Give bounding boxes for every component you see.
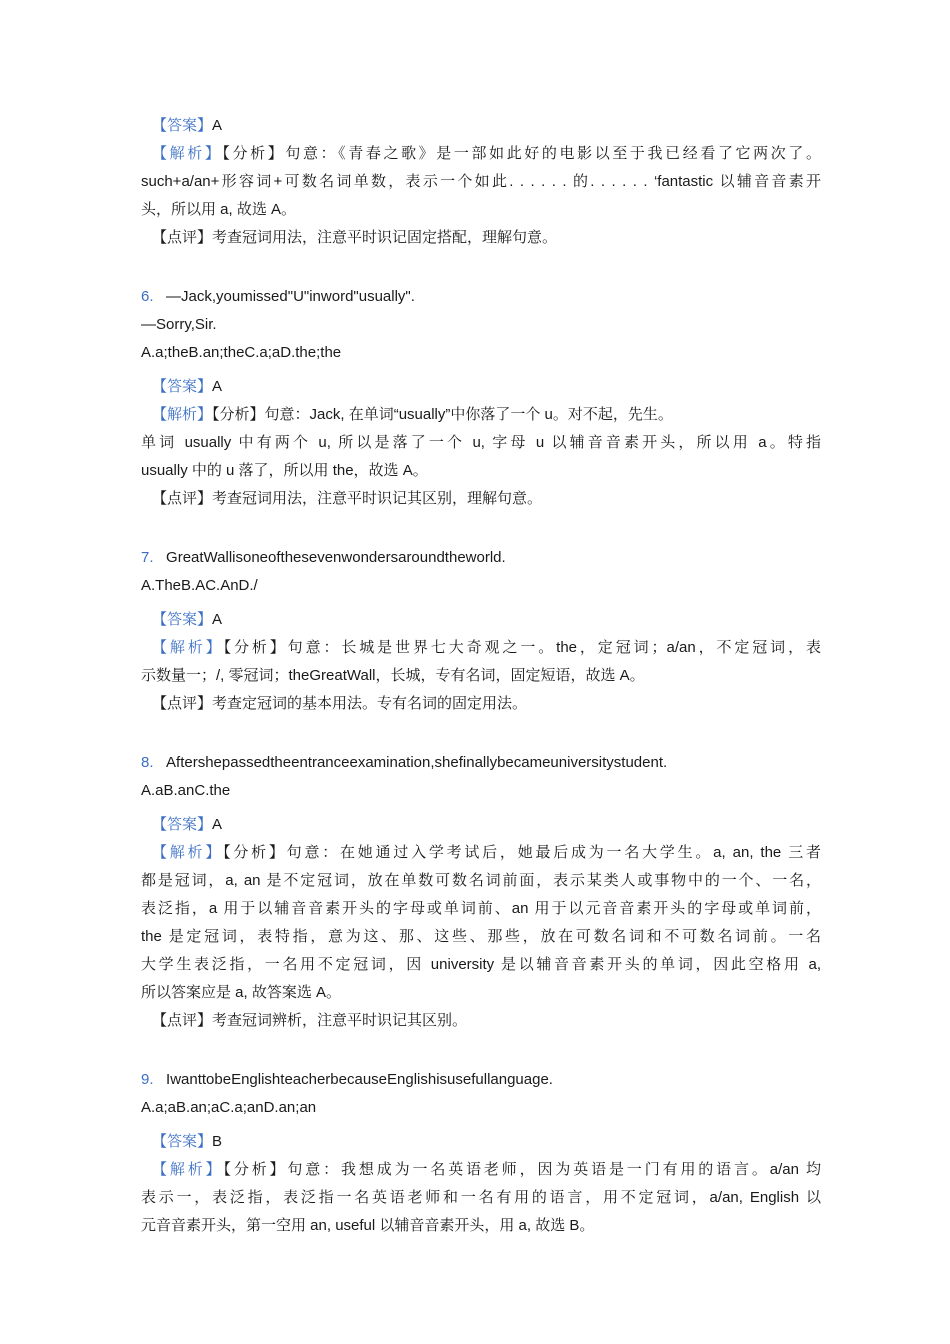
analysis-line-8-2: 都是冠词，a, an 是不定冠词，放在单数可数名词前面，表示某类人或事物中的一个、一名， bbox=[141, 872, 821, 889]
analysis-line-8-6: 所以答案应是 a, 故答案选 A。 bbox=[141, 984, 342, 1001]
analysis-line-8-4: the 是定冠词，表特指，意为这、那、这些、那些，放在可数名词和不可数名词前。一名 bbox=[141, 928, 821, 945]
analysis-line-9-1 bbox=[141, 1156, 821, 1184]
answer-value: A bbox=[212, 611, 223, 628]
answer-label: 【答案】 bbox=[152, 1133, 213, 1150]
analysis-label: 【解析】 bbox=[152, 406, 213, 423]
question-text: GreatWallisoneofthesevenwondersaroundtheworld. bbox=[166, 549, 506, 566]
question-9-stem bbox=[141, 1066, 821, 1094]
answer-label: 【答案】 bbox=[152, 378, 213, 395]
question-7-stem bbox=[141, 544, 821, 572]
comment-line-6: 【点评】考查冠词用法，注意平时识记其区别，理解句意。 bbox=[152, 490, 543, 507]
analysis-text: 【分析】句意：在她通过入学考试后，她最后成为一名大学生。a, an, the 三者 bbox=[223, 844, 821, 861]
answer-label: 【答案】 bbox=[152, 117, 213, 134]
answer-label: 【答案】 bbox=[152, 816, 213, 833]
analysis-text: 【分析】句意：Jack, 在单词“usually”中你落了一个 u。对不起，先生。 bbox=[212, 406, 673, 423]
analysis-line-9-2: 表示一，表泛指，表泛指一名英语老师和一名有用的语言，用不定冠词，a/an, English 以 bbox=[141, 1189, 821, 1206]
question-7-options: A.TheB.AC.AnD./ bbox=[141, 577, 258, 594]
comment-line-7: 【点评】考查定冠词的基本用法。专有名词的固定用法。 bbox=[152, 695, 528, 712]
document-page bbox=[141, 112, 821, 1240]
question-number: 9. bbox=[141, 1071, 154, 1088]
answer-line-7 bbox=[141, 606, 821, 634]
answer-value: A bbox=[212, 378, 223, 395]
answer-line-5 bbox=[141, 112, 821, 140]
analysis-line-6-2: 单词 usually 中有两个 u, 所以是落了一个 u, 字母 u 以辅音音素开头，所以用 a。特指 bbox=[141, 434, 821, 451]
comment-line-8: 【点评】考查冠词辨析，注意平时识记其区别。 bbox=[152, 1012, 468, 1029]
analysis-line-9-3: 元音音素开头，第一空用 an, useful 以辅音音素开头，用 a, 故选 B。 bbox=[141, 1217, 595, 1234]
analysis-line-8-3: 表泛指，a 用于以辅音音素开头的字母或单词前、an 用于以元音音素开头的字母或单词前， bbox=[141, 900, 821, 917]
analysis-label: 【解析】 bbox=[152, 639, 224, 656]
question-6-stem bbox=[141, 283, 821, 311]
answer-value: B bbox=[212, 1133, 223, 1150]
analysis-line-5-2: such+a/an+形容词+可数名词单数，表示一个如此. . . . . . 的. . . . . . ‘fantastic 以辅音音素开 bbox=[141, 173, 821, 190]
answer-line-6 bbox=[141, 373, 821, 401]
analysis-label: 【解析】 bbox=[152, 844, 224, 861]
analysis-text: 【分析】句意：长城是世界七大奇观之一。the，定冠词；a/an，不定冠词，表 bbox=[223, 639, 821, 656]
analysis-text: 【分析】句意：我想成为一名英语老师，因为英语是一门有用的语言。a/an 均 bbox=[223, 1161, 821, 1178]
question-number: 7. bbox=[141, 549, 154, 566]
answer-label: 【答案】 bbox=[152, 611, 213, 628]
analysis-line-8-5: 大学生表泛指，一名用不定冠词，因 university 是以辅音音素开头的单词，因此空格用 a, bbox=[141, 956, 821, 973]
question-6-stem-2: —Sorry,Sir. bbox=[141, 316, 217, 333]
question-text: IwanttobeEnglishteacherbecauseEnglishisusefullanguage. bbox=[166, 1071, 553, 1088]
question-text: —Jack,youmissed"U"inword"usually". bbox=[166, 288, 415, 305]
question-6-options: A.a;theB.an;theC.a;aD.the;the bbox=[141, 344, 342, 361]
analysis-line-7-2: 示数量一；/, 零冠词；theGreatWall，长城，专有名词，固定短语，故选 A。 bbox=[141, 667, 645, 684]
analysis-label: 【解析】 bbox=[152, 145, 223, 162]
question-number: 6. bbox=[141, 288, 154, 305]
answer-line-8 bbox=[141, 811, 821, 839]
analysis-line-5-3: 头，所以用 a, 故选 A。 bbox=[141, 201, 297, 218]
analysis-line-5-1 bbox=[141, 140, 821, 168]
question-8-stem bbox=[141, 749, 821, 777]
question-number: 8. bbox=[141, 754, 154, 771]
question-8-options: A.aB.anC.the bbox=[141, 782, 231, 799]
analysis-line-8-1 bbox=[141, 839, 821, 867]
question-9-options: A.a;aB.an;aC.a;anD.an;an bbox=[141, 1099, 317, 1116]
analysis-line-7-1 bbox=[141, 634, 821, 662]
question-text: Aftershepassedtheentranceexamination,shefinallybecameuniversitystudent. bbox=[166, 754, 668, 771]
analysis-label: 【解析】 bbox=[152, 1161, 224, 1178]
answer-value: A bbox=[212, 816, 223, 833]
analysis-text: 【分析】句意：《青春之歌》是一部如此好的电影以至于我已经看了它两次了。 bbox=[222, 145, 821, 162]
comment-line-5: 【点评】考查冠词用法，注意平时识记固定搭配，理解句意。 bbox=[152, 229, 558, 246]
answer-line-9 bbox=[141, 1128, 821, 1156]
analysis-line-6-1 bbox=[141, 401, 821, 429]
answer-value: A bbox=[212, 117, 223, 134]
analysis-line-6-3: usually 中的 u 落了，所以用 the，故选 A。 bbox=[141, 462, 428, 479]
